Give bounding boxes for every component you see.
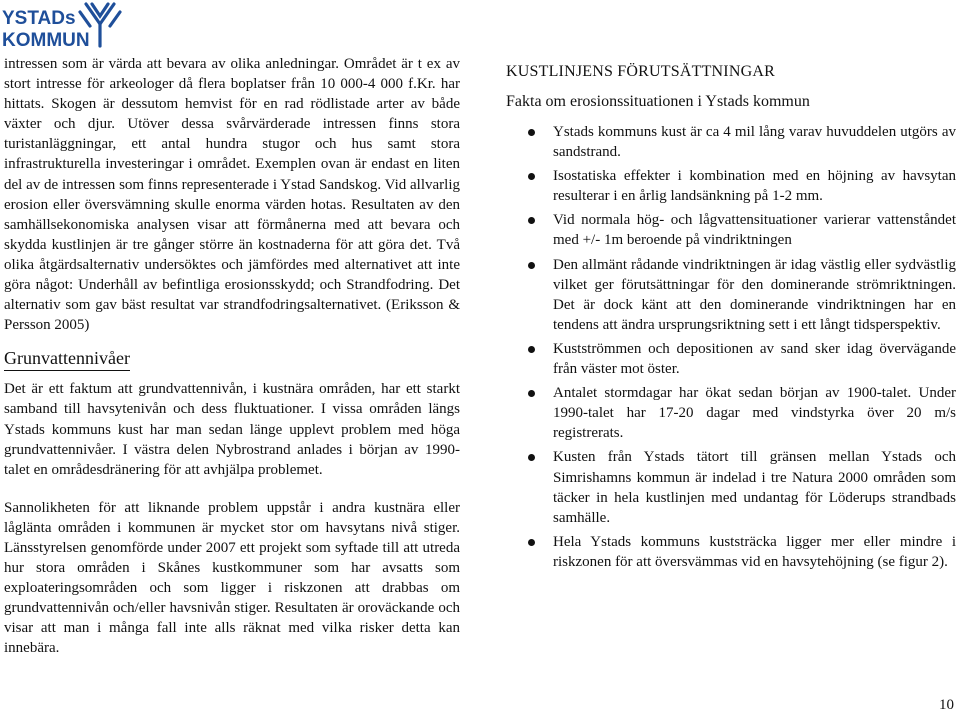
bullet-icon: [528, 346, 535, 353]
bullet-icon: [528, 454, 535, 461]
list-item: [506, 447, 956, 527]
bullet-icon: [528, 173, 535, 180]
page-number: 10: [939, 697, 954, 713]
bullet-icon: [528, 539, 535, 546]
list-item: [506, 383, 956, 443]
list-item-text: Vid normala hög- och lågvattensituationer varierar vattenståndet med +/- 1m beroende på vindriktningen: [553, 212, 956, 249]
bullet-icon: [528, 262, 535, 269]
list-item: [506, 255, 956, 335]
list-item-text: Den allmänt rådande vindriktningen är idag västlig eller sydvästlig vilket ger förutsättningar för den dominerande strömriktningen. Det är dock känt att den dominerande vindriktningen har en tendens att ändra ursprungsriktning sett i ett långt tidsperspektiv.: [553, 256, 956, 333]
ystad-kommun-logo: [2, 2, 122, 50]
erosion-facts-subtitle: Fakta om erosionssituationen i Ystads kommun: [506, 93, 810, 110]
coastline-title: KUSTLINJENS FÖRUTSÄTTNINGAR: [506, 63, 775, 80]
logo-text-line2: KOMMUN: [2, 30, 90, 50]
list-item: [506, 122, 956, 162]
list-item-text: Hela Ystads kommuns kuststräcka ligger mer eller mindre i riskzonen för att översvämmas vid en havsytehöjning (se figur 2).: [553, 533, 956, 570]
facts-list: [506, 122, 956, 572]
list-item-text: Kustströmmen och depositionen av sand sker idag övervägande från väster mot öster.: [553, 340, 956, 378]
bullet-icon: [528, 129, 535, 136]
bullet-icon: [528, 217, 535, 224]
list-item-text: Antalet stormdagar har ökat sedan början av 1900-talet. Under 1990-talet har 17-20 dagar med vindstyrka över 20 m/s registrerats.: [553, 385, 956, 442]
list-item: [506, 532, 956, 572]
logo-graphic: [2, 2, 122, 50]
logo-text-line1: YSTADs: [2, 8, 76, 29]
list-item-text: Isostatiska effekter i kombination med en höjning av havsytan resulterar i en årlig landsänkning på 1-2 mm.: [553, 168, 956, 205]
right-column: [506, 54, 956, 576]
left-paragraph-2: Det är ett faktum att grundvattennivån, i kustnära områden, har ett starkt samband till havsytenivån och dess fluktuationer. I vissa områden längs Ystads kommuns kust har man sedan länge upplevt problem med höga grundvattennivåer. I västra delen Nybrostrand anlades i början av 1990-talet en områdesdränering för att avhjälpa problemet.: [4, 381, 460, 478]
left-column: [4, 54, 460, 659]
list-item: [506, 210, 956, 250]
list-item: [506, 339, 956, 379]
left-paragraph-1: intressen som är värda att bevara av olika anledningar. Området är t ex av stort intresse för arkeologer då flera boplatser från 10 000-4 000 f.Kr. har hittats. Skogen är dessutom hemvist för en rad rödlistade arter av både växter och djur. Utöver dessa svårvärderade intressen finns stora turistanläggningar, ett antal hundra stugor och hus samt stora infrastrukturella investeringar i området. Exemplen ovan är endast en liten del av de intressen som finns representerade i Ystad Sandskog. Vid allvarlig erosion eller översvämning skulle enorma värden hotas. Resultaten av den samhällsekonomiska analysen visar att förmånerna med att bevara och skydda kustlinjen är tre gånger större än kostnaderna för att göra det. Två olika åtgärdsalternativ undersöktes och jämfördes med alternativet att inte göra något: Underhåll av befintliga erosionsskydd; och Strandfodring. Det alternativ som gav bäst resultat var strandfodringsalternativet. (Eriksson & Persson 2005): [4, 56, 460, 334]
list-item-text: Kusten från Ystads tätort till gränsen mellan Ystads och Simrishamns kommun är indelad i tre Natura 2000 områden som täcker in hela kustlinjen med undantag för Löderups strandbads samhälle.: [553, 449, 956, 526]
list-item-text: Ystads kommuns kust är ca 4 mil lång varav huvuddelen utgörs av sandstrand.: [553, 124, 956, 161]
left-paragraph-3: Sannolikheten för att liknande problem uppstår i andra kustnära eller låglänta områden i kommunen är mycket stor om havsytans nivå stiger. Länsstyrelsen genomförde under 2007 ett projekt som syftade till att utreda hur stora områden i Skånes kustkommuner som har avsatts som exploateringsområden och som ligger i riskzonen att drabbas om grundvattennivån och/eller havsnivån stiger. Resultaten är oroväckande och visar att man i många fall inte alls räknat med vilka risker detta kan innebära.: [4, 499, 460, 657]
section-heading-groundwater: Grunvattennivåer: [4, 347, 130, 371]
list-item: [506, 166, 956, 206]
bullet-icon: [528, 390, 535, 397]
